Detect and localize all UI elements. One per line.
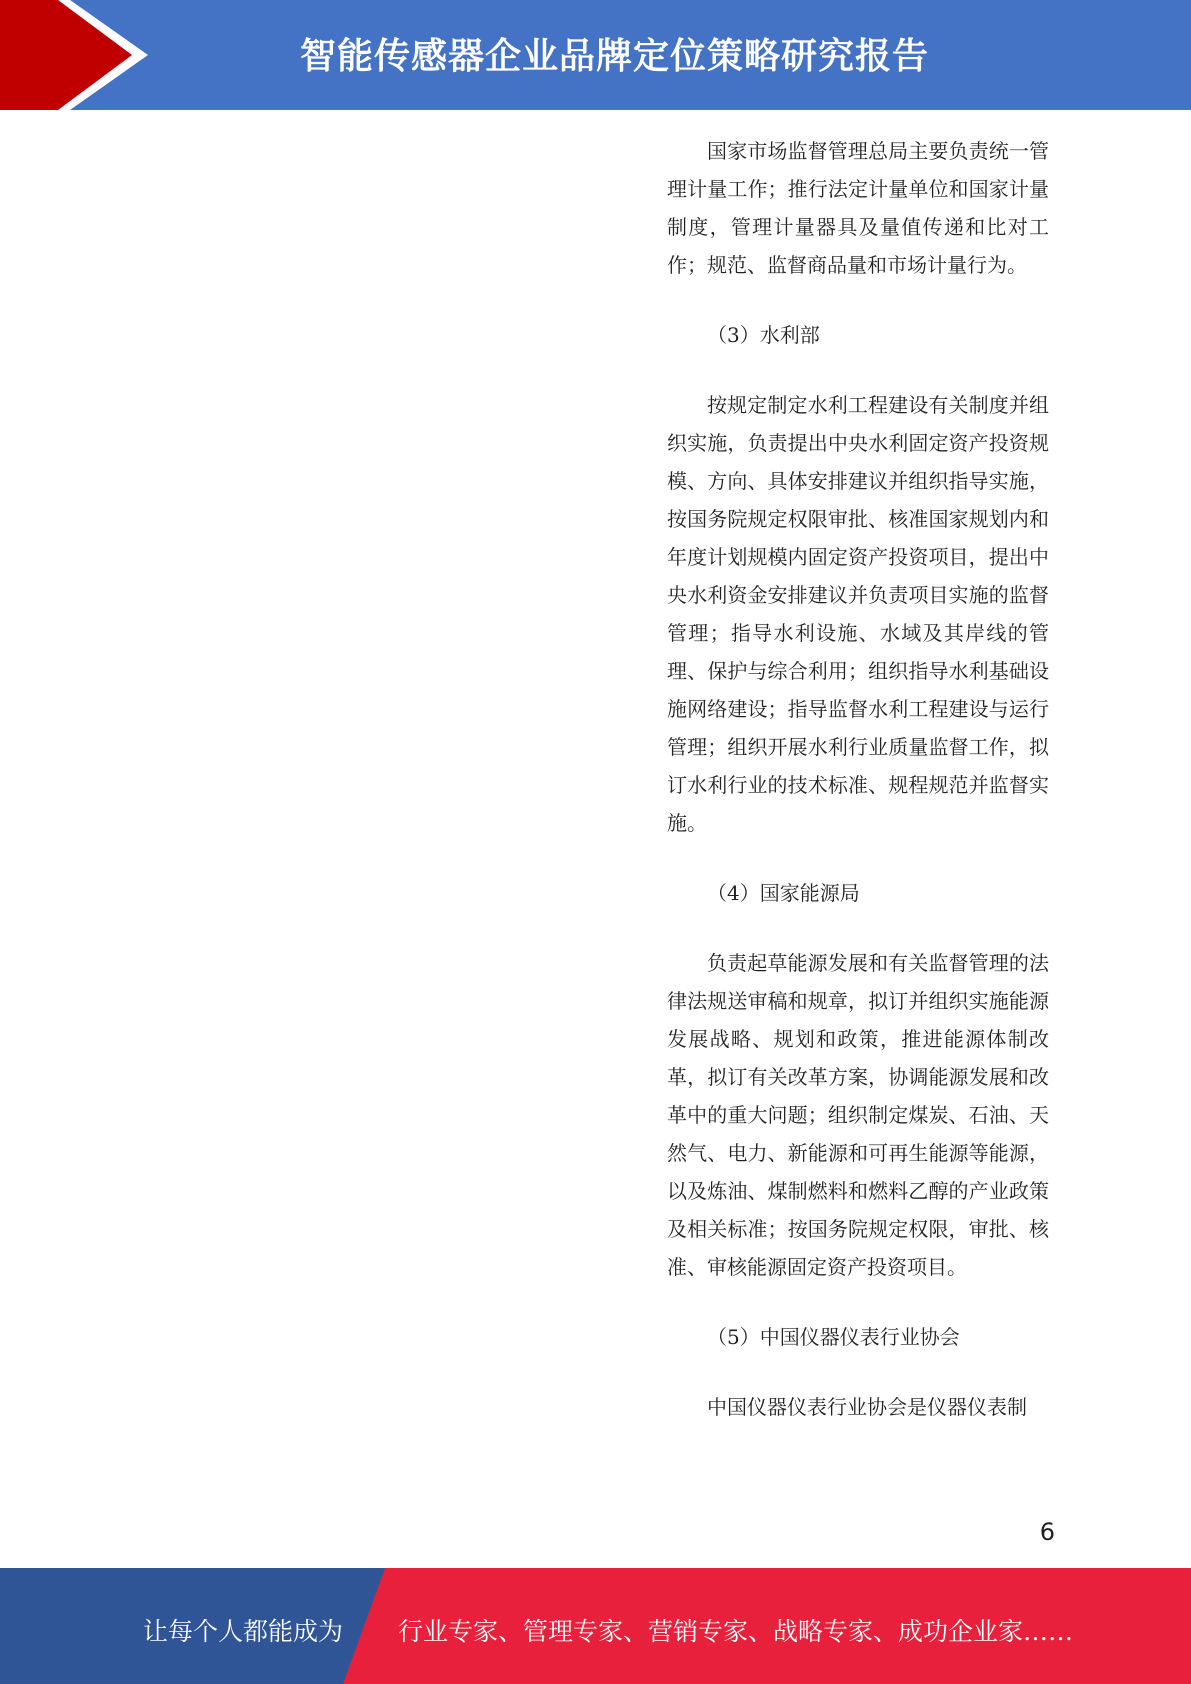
page-number: 6 bbox=[1039, 1518, 1055, 1546]
paragraph-market-regulation: 国家市场监督管理总局主要负责统一管理计量工作；推行法定计量单位和国家计量制度，管理计量器具及量值传递和比对工作；规范、监督商品量和市场计量行为。 bbox=[667, 139, 1049, 277]
page-footer bbox=[0, 1568, 1191, 1684]
page-header bbox=[0, 0, 1191, 110]
subheading-water-ministry: （3）水利部 bbox=[707, 323, 820, 347]
subheading-energy-administration: （4）国家能源局 bbox=[707, 881, 860, 905]
paragraph-energy-administration: 负责起草能源发展和有关监督管理的法律法规送审稿和规章，拟订并组织实施能源发展战略、规划和政策，推进能源体制改革，拟订有关改革方案，协调能源发展和改革中的重大问题；组织制定煤炭、石油、天然气、电力、新能源和可再生能源等能源，以及炼油、煤制燃料和燃料乙醇的产业政策及相关标准；按国务院规定权限，审批、核准、审核能源固定资产投资项目。 bbox=[667, 951, 1049, 1279]
paragraph-instrument-association: 中国仪器仪表行业协会是仪器仪表制 bbox=[707, 1395, 1027, 1419]
report-title: 智能传感器企业品牌定位策略研究报告 bbox=[300, 36, 930, 77]
footer-slogan-right: 行业专家、管理专家、营销专家、战略专家、成功企业家…… bbox=[398, 1617, 1074, 1646]
report-body bbox=[667, 132, 1049, 1458]
subheading-instrument-association: （5）中国仪器仪表行业协会 bbox=[707, 1325, 960, 1349]
footer-slogan-left: 让每个人都能成为 bbox=[143, 1617, 344, 1646]
paragraph-water-ministry: 按规定制定水利工程建设有关制度并组织实施，负责提出中央水利固定资产投资规模、方向、具体安排建议并组织指导实施，按国务院规定权限审批、核准国家规划内和年度计划规模内固定资产投资项目，提出中央水利资金安排建议并负责项目实施的监督管理；指导水利设施、水域及其岸线的管理、保护与综合利用；组织指导水利基础设施网络建设；指导监督水利工程建设与运行管理；组织开展水利行业质量监督工作，拟订水利行业的技术标准、规程规范并监督实施。 bbox=[667, 393, 1049, 835]
